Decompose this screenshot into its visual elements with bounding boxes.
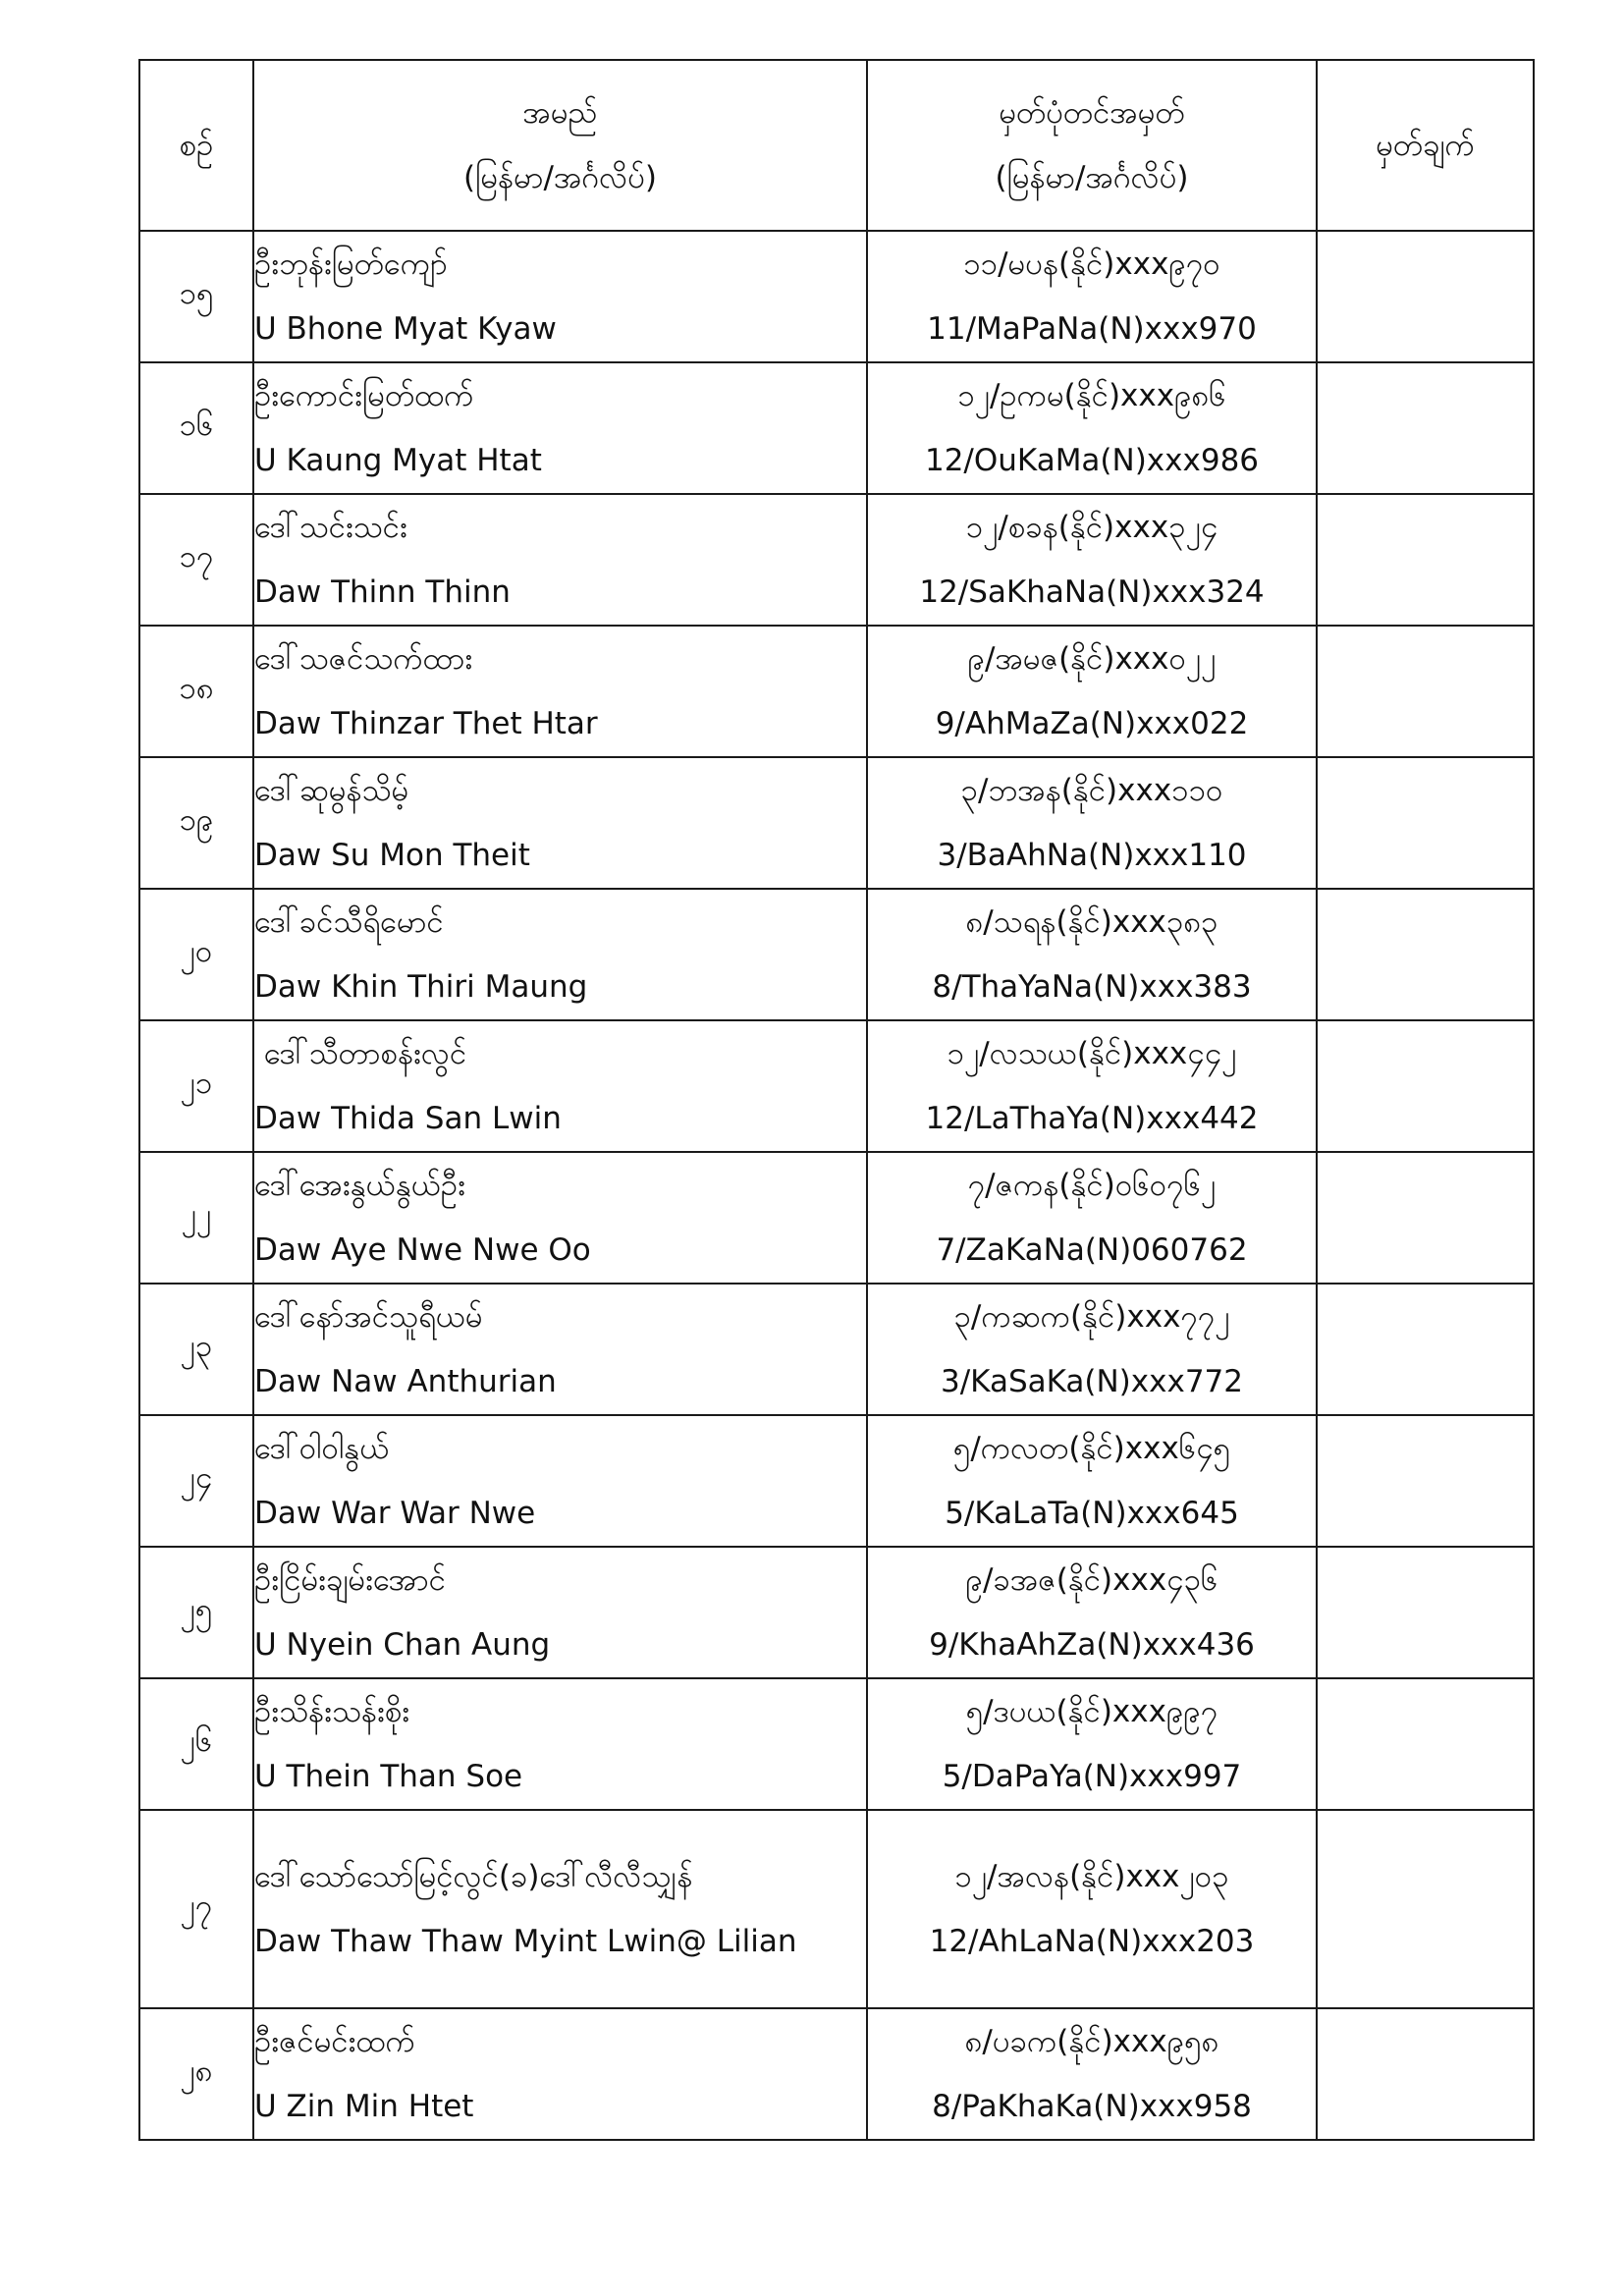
nrc-myanmar: ၁၂/ဥကမ(နိုင်)xxx၉၈၆ (957, 378, 1226, 413)
name-cell (253, 1152, 867, 1284)
table-row (139, 1415, 1534, 1547)
name-english: U Zin Min Htet (254, 2089, 474, 2124)
nrc-myanmar: ၅/ဒပယ(နိုင်)xxx၉၉၇ (965, 1694, 1218, 1729)
table-row (139, 757, 1534, 889)
table-row (139, 2008, 1534, 2140)
name-myanmar: ဒေါ်သဇင်သက်ထား (254, 641, 473, 677)
nrc-myanmar: ၉/အမဇ(နိုင်)xxx၀၂၂ (967, 641, 1217, 677)
name-cell (253, 1284, 867, 1415)
nrc-english: 3/KaSaKa(N)xxx772 (941, 1364, 1243, 1399)
nrc-myanmar: ၃/ကဆက(နိုင်)xxx၇၇၂ (953, 1299, 1230, 1335)
nrc-english: 12/AhLaNa(N)xxx203 (929, 1924, 1255, 1959)
nrc-english: 8/PaKhaKa(N)xxx958 (932, 2089, 1252, 2124)
name-myanmar: ဦးဘုန်းမြတ်ကျော် (254, 246, 448, 282)
header-remark: မှတ်ချက် (1317, 60, 1534, 231)
nrc-myanmar: ၁၁/မပန(နိုင်)xxx၉၇၀ (963, 246, 1220, 282)
name-english: Daw Naw Anthurian (254, 1364, 557, 1399)
name-myanmar: ဦးငြိမ်းချမ်းအောင် (254, 1562, 446, 1598)
name-myanmar: ဦးသိန်းသန်းစိုး (254, 1694, 410, 1729)
nrc-cell (867, 1810, 1317, 2008)
name-myanmar: ဒေါ်ဝါဝါနွယ် (254, 1431, 390, 1466)
name-english: U Kaung Myat Htat (254, 443, 542, 478)
remark-cell (1317, 1152, 1534, 1284)
name-english: U Nyein Chan Aung (254, 1627, 551, 1663)
nrc-myanmar: ၁၂/အလန(နိုင်)xxx၂၀၃ (954, 1859, 1229, 1894)
table-row (139, 1020, 1534, 1152)
nrc-english: 5/DaPaYa(N)xxx997 (942, 1759, 1242, 1794)
nrc-english: 12/OuKaMa(N)xxx986 (924, 443, 1260, 478)
table-row (139, 1152, 1534, 1284)
name-english: Daw Thinzar Thet Htar (254, 706, 598, 741)
name-cell (253, 362, 867, 494)
remark-cell (1317, 1547, 1534, 1678)
name-cell (253, 1547, 867, 1678)
name-myanmar: ဦးဇင်မင်းထက် (254, 2024, 415, 2059)
name-myanmar: ဒေါ်သီတာစန်းလွင် (254, 1036, 467, 1071)
name-english: Daw Thida San Lwin (254, 1101, 562, 1136)
name-myanmar: ဒေါ်ခင်သီရိမောင် (254, 904, 444, 940)
nrc-english: 5/KaLaTa(N)xxx645 (945, 1496, 1239, 1531)
name-myanmar: ဒေါ်နော်အင်သူရီယမ် (254, 1299, 483, 1335)
remark-cell (1317, 1810, 1534, 2008)
nrc-myanmar: ၉/ခအဇ(နိုင်)xxx၄၃၆ (965, 1562, 1218, 1598)
row-number: ၂၁ (139, 1020, 253, 1152)
nrc-english: 12/LaThaYa(N)xxx442 (925, 1101, 1259, 1136)
name-english: Daw Aye Nwe Nwe Oo (254, 1232, 591, 1268)
header-name: အမည် (မြန်မာ/အင်္ဂလိပ်) (253, 60, 867, 231)
name-cell (253, 231, 867, 362)
table-row (139, 362, 1534, 494)
name-myanmar: ဒေါ်သော်သော်မြင့်လွင်(ခ)ဒေါ်လီလီသျှန် (254, 1859, 693, 1894)
nrc-myanmar: ၈/သရန(နိုင်)xxx၃၈၃ (965, 904, 1218, 940)
table-row (139, 626, 1534, 757)
name-cell (253, 757, 867, 889)
name-english: Daw Su Mon Theit (254, 838, 530, 873)
name-cell (253, 889, 867, 1020)
nrc-myanmar: ၁၂/လသယ(နိုင်)xxx၄၄၂ (947, 1036, 1237, 1071)
nrc-english: 9/KhaAhZa(N)xxx436 (929, 1627, 1255, 1663)
remark-cell (1317, 1678, 1534, 1810)
row-number: ၂၈ (139, 2008, 253, 2140)
name-cell (253, 1020, 867, 1152)
remark-cell (1317, 2008, 1534, 2140)
nrc-myanmar: ၅/ကလတ(နိုင်)xxx၆၄၅ (952, 1431, 1231, 1466)
nrc-cell (867, 757, 1317, 889)
nrc-myanmar: ၁၂/စခန(နိုင်)xxx၃၂၄ (965, 510, 1218, 545)
name-english: Daw War War Nwe (254, 1496, 536, 1531)
row-number: ၂၆ (139, 1678, 253, 1810)
table-row (139, 1678, 1534, 1810)
name-english: U Thein Than Soe (254, 1759, 523, 1794)
header-no: စဉ် (139, 60, 253, 231)
nrc-cell (867, 889, 1317, 1020)
remark-cell (1317, 1284, 1534, 1415)
row-number: ၂၄ (139, 1415, 253, 1547)
table-header (139, 60, 1534, 231)
remark-cell (1317, 757, 1534, 889)
name-english: Daw Thaw Thaw Myint Lwin@ Lilian (254, 1924, 797, 1959)
nrc-english: 11/MaPaNa(N)xxx970 (927, 311, 1257, 347)
nrc-cell (867, 1284, 1317, 1415)
nrc-cell (867, 494, 1317, 626)
nrc-cell (867, 362, 1317, 494)
name-cell (253, 2008, 867, 2140)
row-number: ၂၇ (139, 1810, 253, 2008)
name-cell (253, 1415, 867, 1547)
name-cell (253, 494, 867, 626)
nrc-myanmar: ၃/ဘအန(နိုင်)xxx၁၁၀ (960, 773, 1223, 808)
table-row (139, 494, 1534, 626)
name-english: Daw Thinn Thinn (254, 574, 511, 610)
remark-cell (1317, 494, 1534, 626)
table-row (139, 889, 1534, 1020)
row-number: ၁၈ (139, 626, 253, 757)
name-cell (253, 1810, 867, 2008)
nrc-english: 7/ZaKaNa(N)060762 (936, 1232, 1248, 1268)
nrc-english: 3/BaAhNa(N)xxx110 (937, 838, 1247, 873)
table-row (139, 1547, 1534, 1678)
name-english: U Bhone Myat Kyaw (254, 311, 557, 347)
nrc-myanmar: ၈/ပခက(နိုင်)xxx၉၅၈ (964, 2024, 1219, 2059)
name-myanmar: ဦးကောင်းမြတ်ထက် (254, 378, 474, 413)
remark-cell (1317, 626, 1534, 757)
nrc-cell (867, 1547, 1317, 1678)
nrc-cell (867, 626, 1317, 757)
remark-cell (1317, 231, 1534, 362)
remark-cell (1317, 362, 1534, 494)
name-english: Daw Khin Thiri Maung (254, 969, 588, 1005)
remark-cell (1317, 1020, 1534, 1152)
nrc-cell (867, 1152, 1317, 1284)
remark-cell (1317, 889, 1534, 1020)
nrc-cell (867, 1020, 1317, 1152)
nrc-cell (867, 1678, 1317, 1810)
name-cell (253, 1678, 867, 1810)
table-body (139, 231, 1534, 2140)
roster-table (138, 59, 1535, 2141)
row-number: ၁၉ (139, 757, 253, 889)
table-row (139, 1284, 1534, 1415)
row-number: ၂၃ (139, 1284, 253, 1415)
nrc-english: 9/AhMaZa(N)xxx022 (935, 706, 1249, 741)
nrc-cell (867, 231, 1317, 362)
table-row (139, 231, 1534, 362)
row-number: ၂၅ (139, 1547, 253, 1678)
header-nrc: မှတ်ပုံတင်အမှတ် (မြန်မာ/အင်္ဂလိပ်) (867, 60, 1317, 231)
name-myanmar: ဒေါ်သင်းသင်း (254, 510, 407, 545)
row-number: ၁၅ (139, 231, 253, 362)
row-number: ၂၀ (139, 889, 253, 1020)
name-cell (253, 626, 867, 757)
row-number: ၁၆ (139, 362, 253, 494)
remark-cell (1317, 1415, 1534, 1547)
nrc-english: 12/SaKhaNa(N)xxx324 (919, 574, 1265, 610)
nrc-cell (867, 2008, 1317, 2140)
row-number: ၂၂ (139, 1152, 253, 1284)
nrc-myanmar: ၇/ဇကန(နိုင်)၀၆၀၇၆၂ (967, 1168, 1217, 1203)
table-row (139, 1810, 1534, 2008)
nrc-cell (867, 1415, 1317, 1547)
name-myanmar: ဒေါ်အေးနွယ်နွယ်ဦး (254, 1168, 466, 1203)
nrc-english: 8/ThaYaNa(N)xxx383 (932, 969, 1252, 1005)
row-number: ၁၇ (139, 494, 253, 626)
name-myanmar: ဒေါ်ဆုမွန်သိမ့် (254, 773, 409, 808)
